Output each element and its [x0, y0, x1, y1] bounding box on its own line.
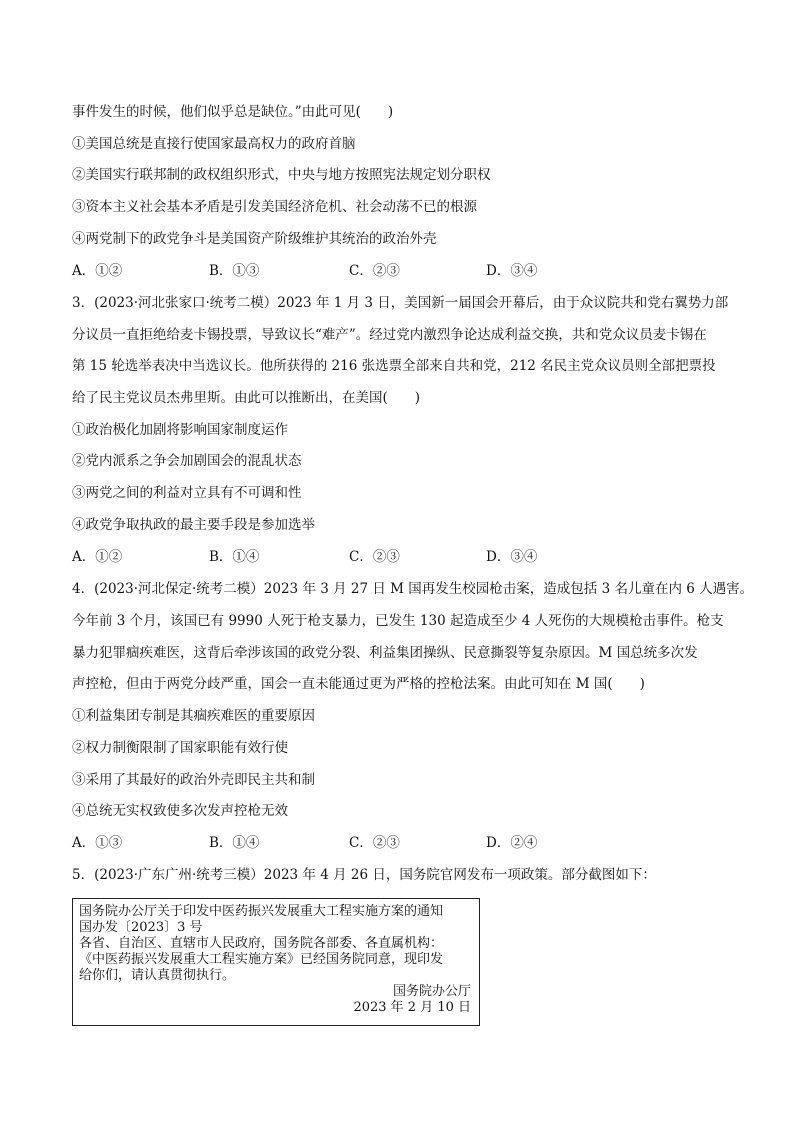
q4-choice-3: ③采用了其最好的政治外壳即民主共和制	[72, 772, 315, 788]
q3-stem-line-2: 分议员一直拒绝给麦卡锡投票，导致议长“难产”。经过党内激烈争论达成利益交换，共和党众议员麦卡锡在	[72, 327, 707, 343]
q3-stem-line-3: 第 15 轮选举表决中当选议长。他所获得的 216 张选票全部来自共和党，212 名民主党众议员则全部把票投	[72, 358, 716, 374]
q3-stem-line-4: 给了民主党议员杰弗里斯。由此可以推断出，在美国( )	[72, 390, 421, 406]
q2-option-b[interactable]: B．①③	[209, 263, 260, 279]
q4-choice-1: ①利益集团专制是其痼疾难医的重要原因	[72, 708, 315, 724]
q4-option-b[interactable]: B．①④	[209, 835, 260, 851]
q3-option-b[interactable]: B．①④	[209, 549, 260, 565]
notice-title: 国务院办公厅关于印发中医药振兴发展重大工程实施方案的通知	[79, 904, 444, 919]
notice-body-line-2: 给你们，请认真贯彻执行。	[79, 968, 236, 983]
q4-stem-line-2: 今年前 3 个月，该国已有 9990 人死于枪支暴力，已发生 130 起造成至少 4 人死伤的大规模枪击事件。枪支	[72, 613, 724, 629]
q2-choice-2: ②美国实行联邦制的政权组织形式，中央与地方按照宪法规定划分职权	[72, 167, 491, 183]
q3-choice-1: ①政治极化加剧将影响国家制度运作	[72, 422, 288, 438]
q2-choice-4: ④两党制下的政党争斗是美国资产阶级维护其统治的政治外壳	[72, 231, 437, 247]
q5-stem: 5．(2023·广东广州·统考三模）2023 年 4 月 26 日，国务院官网发布一项政策。部分截图如下：	[72, 867, 656, 883]
q3-option-a[interactable]: A．①②	[72, 549, 123, 565]
q2-stem-tail: 事件发生的时候，他们似乎总是缺位。”由此可见( )	[72, 104, 394, 120]
q4-choice-4: ④总统无实权致使多次发声控枪无效	[72, 803, 288, 819]
q4-stem-line-3: 暴力犯罪痼疾难医，这背后牵涉该国的政党分裂、利益集团操纵、民意撕裂等复杂原因。M 国总统多次发	[72, 645, 698, 661]
q5-notice-screenshot	[72, 898, 480, 1026]
q2-option-a[interactable]: A．①②	[72, 263, 123, 279]
q3-choice-2: ②党内派系之争会加剧国会的混乱状态	[72, 453, 302, 469]
q4-stem-line-1: 4．(2023·河北保定·统考二模）2023 年 3 月 27 日 M 国再发生校园枪击案，造成包括 3 名儿童在内 6 人遇害。	[72, 581, 754, 597]
notice-signer: 国务院办公厅	[392, 984, 471, 999]
q4-stem-line-4: 声控枪，但由于两党分歧严重，国会一直未能通过更为严格的控枪法案。由此可知在 M 国( )	[72, 676, 645, 692]
notice-date: 2023 年 2 月 10 日	[353, 1000, 471, 1015]
notice-doc-number: 国办发〔2023〕3 号	[79, 920, 203, 935]
q4-option-c[interactable]: C．②③	[349, 835, 400, 851]
q3-stem-line-1: 3．(2023·河北张家口·统考二模）2023 年 1 月 3 日，美国新一届国会开幕后，由于众议院共和党右翼势力部	[72, 295, 729, 311]
notice-addressees: 各省、自治区、直辖市人民政府，国务院各部委、各直属机构：	[79, 936, 444, 951]
notice-body-line-1: 《中医药振兴发展重大工程实施方案》已经国务院同意，现印发	[79, 952, 444, 967]
q4-option-d[interactable]: D．②④	[486, 835, 538, 851]
q2-choice-3: ③资本主义社会基本矛盾是引发美国经济危机、社会动荡不已的根源	[72, 199, 477, 215]
q3-option-c[interactable]: C．②③	[349, 549, 400, 565]
q2-option-d[interactable]: D．③④	[486, 263, 538, 279]
q2-choice-1: ①美国总统是直接行使国家最高权力的政府首脑	[72, 136, 356, 152]
q3-option-d[interactable]: D．③④	[486, 549, 538, 565]
q3-choice-4: ④政党争取执政的最主要手段是参加选举	[72, 517, 315, 533]
q3-choice-3: ③两党之间的利益对立具有不可调和性	[72, 485, 302, 501]
q4-choice-2: ②权力制衡限制了国家职能有效行使	[72, 740, 288, 756]
q4-option-a[interactable]: A．①③	[72, 835, 123, 851]
q2-option-c[interactable]: C．②③	[349, 263, 400, 279]
